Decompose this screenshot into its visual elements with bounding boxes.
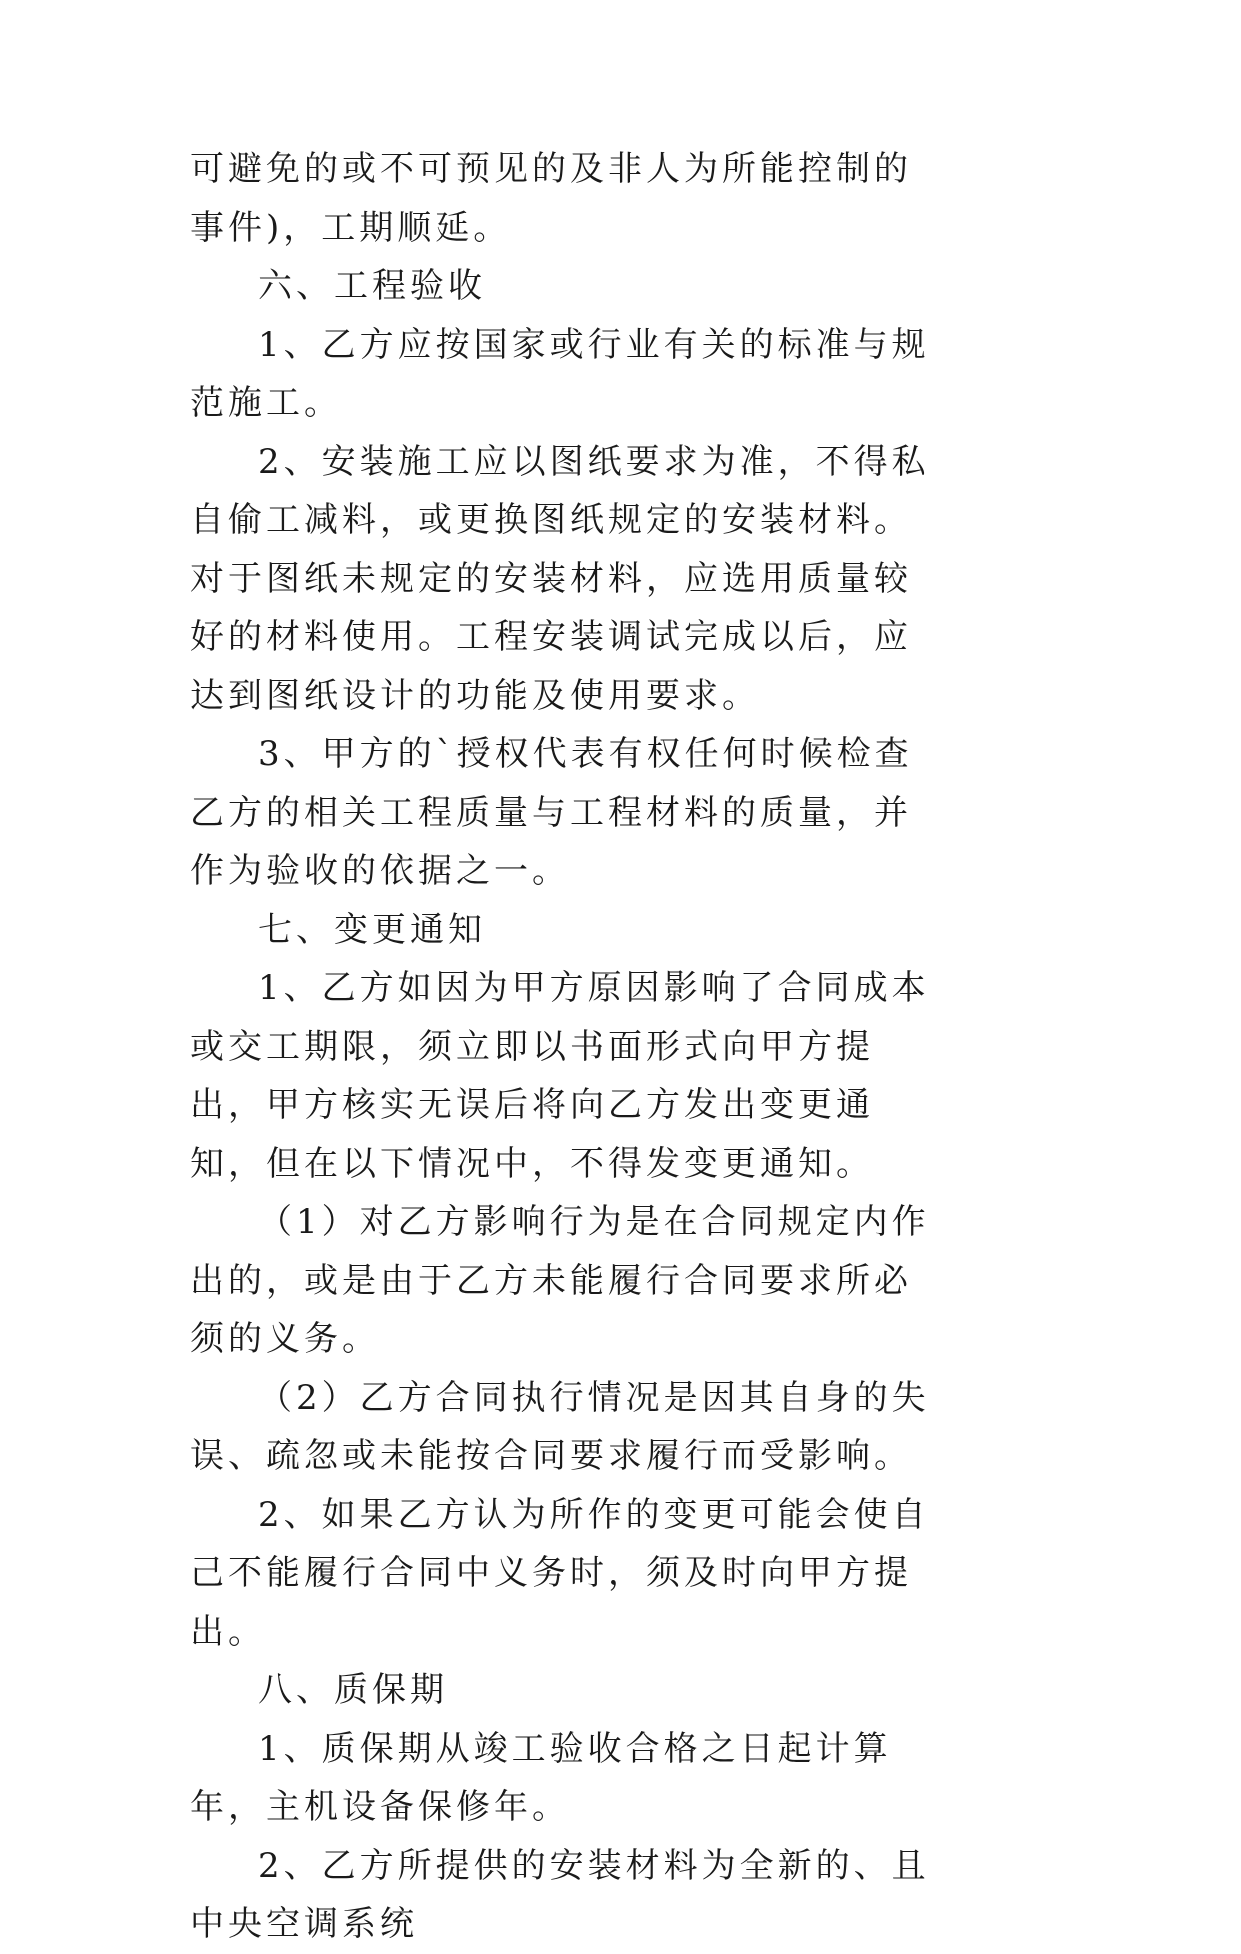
paragraph-acceptance-3: 3、甲方的`授权代表有权任何时候检查乙方的相关工程质量与工程材料的质量，并作为验收的依据之一。: [190, 734, 913, 891]
paragraph-acceptance-2: 2、安装施工应以图纸要求为准，不得私自偷工减料，或更换图纸规定的安装材料。对于图纸未规定的安装材料，应选用质量较好的材料使用。工程安装调试完成以后，应达到图纸设计的功能及使用要求。: [190, 441, 930, 716]
paragraph-change-2: 2、如果乙方认为所作的变更可能会使自己不能履行合同中义务时，须及时向甲方提出。: [190, 1494, 930, 1652]
paragraph-change-1-b: （2）乙方合同执行情况是因其自身的失误、疏忽或未能按合同要求履行而受影响。: [190, 1377, 930, 1476]
paragraph-change-1-a: （1）对乙方影响行为是在合同规定内作出的，或是由于乙方未能履行合同要求所必须的义务。: [190, 1202, 930, 1359]
paragraph-continuation: 可避免的或不可预见的及非人为所能控制的事件)，工期顺延。: [190, 149, 912, 248]
section-heading-acceptance: 六、工程验收: [258, 266, 486, 306]
paragraph-warranty-2: 2、乙方所提供的安装材料为全新的、且中央空调系统: [190, 1845, 930, 1944]
section-heading-change-notice: 七、变更通知: [258, 909, 486, 950]
paragraph-change-1: 1、乙方如因为甲方原因影响了合同成本或交工期限，须立即以书面形式向甲方提出，甲方核实无误后将向乙方发出变更通知，但在以下情况中，不得发变更通知。: [190, 968, 930, 1184]
paragraph-acceptance-1: 1、乙方应按国家或行业有关的标准与规范施工。: [190, 324, 930, 423]
paragraph-warranty-1: 1、质保期从竣工验收合格之日起计算年，主机设备保修年。: [190, 1728, 892, 1827]
section-heading-warranty: 八、质保期: [258, 1670, 448, 1710]
